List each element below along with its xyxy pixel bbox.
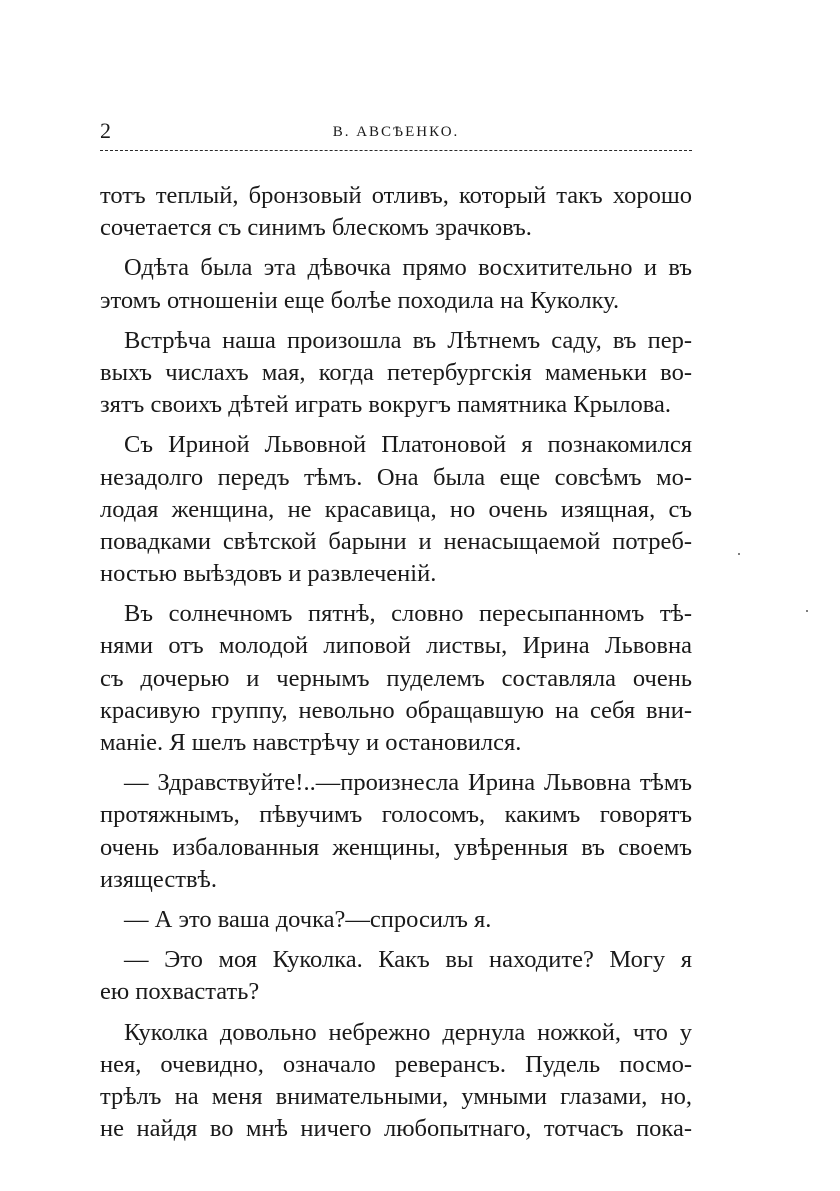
header-rule	[100, 150, 692, 151]
paragraph	[100, 904, 692, 936]
running-head	[100, 117, 692, 145]
text-line: выхъ числахъ мая, когда петербургскія маменьки во-	[100, 358, 692, 386]
text-line: ностью выѣздовъ и развлеченій.	[100, 560, 437, 588]
paragraph	[100, 598, 692, 759]
paragraph	[100, 325, 692, 422]
text-line: — А это ваша дочка?—спросилъ я.	[124, 905, 492, 933]
text-line: нями отъ молодой липовой листвы, Ирина Львовна	[100, 632, 692, 660]
text-line: лодая женщина, не красавица, но очень изящная, съ	[100, 495, 692, 523]
paragraph	[100, 429, 692, 590]
text-line: Съ Ириной Львовной Платоновой я познакомился	[124, 431, 692, 459]
text-line: тотъ теплый, бронзовый отливъ, который такъ хорошо	[100, 182, 692, 209]
text-line: этомъ отношеніи еще болѣе походила на Куколку.	[100, 286, 620, 314]
text-line: сочетается съ синимъ блескомъ зрачковъ.	[100, 214, 532, 242]
text-line: ею похвастать?	[100, 978, 260, 1006]
page-number: 2	[100, 118, 111, 143]
paragraph	[100, 1017, 692, 1146]
text-line: — Это моя Куколка. Какъ вы находите? Могу я	[124, 946, 692, 974]
paragraph	[100, 767, 692, 896]
paragraph	[100, 180, 692, 244]
text-line: маніе. Я шелъ навстрѣчу и остановился.	[100, 729, 522, 756]
text-line: Въ солнечномъ пятнѣ, словно пересыпанномъ тѣ-	[124, 600, 692, 628]
paper-speck	[806, 610, 808, 612]
text-line: зятъ своихъ дѣтей играть вокругъ памятника Крылова.	[100, 391, 672, 419]
text-line: трѣлъ на меня внимательными, умными глазами, но,	[100, 1082, 692, 1110]
text-line: не найдя во мнѣ ничего любопытнаго, тотчасъ пока-	[100, 1115, 692, 1143]
text-line: красивую группу, невольно обращавшую на себя вни-	[100, 696, 692, 724]
text-line: — Здравствуйте!..—произнесла Ирина Львовна тѣмъ	[124, 769, 692, 797]
text-line: повадками свѣтской барыни и ненасыщаемой потреб-	[100, 527, 692, 555]
text-line: съ дочерью и чернымъ пуделемъ составляла очень	[100, 664, 692, 692]
text-line: Одѣта была эта дѣвочка прямо восхитительно и въ	[124, 254, 692, 282]
paper-speck	[738, 553, 740, 555]
paragraph	[100, 252, 692, 316]
running-title: В. АВСѢЕНКО.	[332, 124, 460, 140]
text-line: изяществѣ.	[100, 865, 217, 893]
text-line: очень избалованныя женщины, увѣренныя въ своемъ	[100, 833, 692, 861]
text-line: протяжнымъ, пѣвучимъ голосомъ, какимъ говорятъ	[100, 801, 692, 829]
body-text	[100, 180, 692, 1153]
text-line: Встрѣча наша произошла въ Лѣтнемъ саду, въ пер-	[124, 326, 692, 354]
paragraph	[100, 944, 692, 1008]
text-line: нея, очевидно, означало реверансъ. Пудель посмо-	[100, 1050, 692, 1078]
text-line: незадолго передъ тѣмъ. Она была еще совсѣмъ мо-	[100, 463, 692, 491]
text-line: Куколка довольно небрежно дернула ножкой, что у	[124, 1018, 692, 1046]
